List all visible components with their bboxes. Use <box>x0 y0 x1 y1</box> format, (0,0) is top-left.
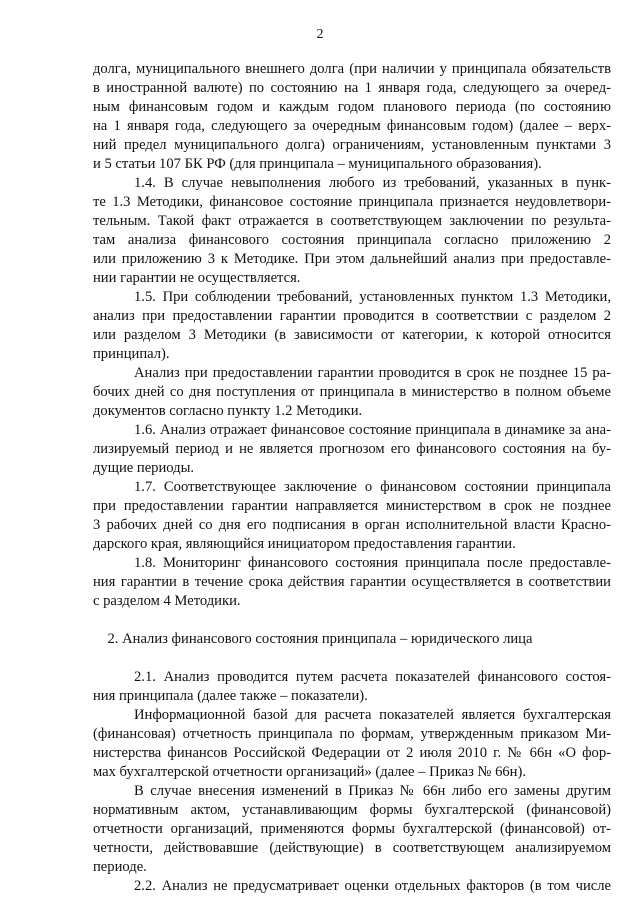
text-line: те 1.3 Методики, финансовое состояние принципала признается неудовлетвори- <box>93 194 611 210</box>
text-line: Информационной базой для расчета показателей является бухгалтерская <box>134 707 611 723</box>
text-line: 1.6. Анализ отражает финансовое состояние принципала в динамике за ана- <box>134 422 611 438</box>
text-line: периоде. <box>93 859 147 875</box>
text-line: (финансовая) отчетность принципала по формам, утвержденным приказом Ми- <box>93 726 611 742</box>
text-line: 2.1. Анализ проводится путем расчета показателей финансового состоя- <box>134 669 611 685</box>
text-line: принципал). <box>93 346 170 362</box>
text-line: анализ при предоставлении гарантии проводится в соответствии с разделом 2 <box>93 308 611 324</box>
text-line: 1.7. Соответствующее заключение о финансовом состоянии принципала <box>134 479 611 495</box>
text-line: ния принципала (далее также – показатели). <box>93 688 368 704</box>
text-line: дарского края, являющийся инициатором предоставления гарантии. <box>93 536 516 552</box>
text-line: ний предел муниципального долга) ограничениям, установленным пунктами 3 <box>93 137 611 153</box>
text-line: Анализ при предоставлении гарантии проводится в срок не позднее 15 ра- <box>134 365 611 381</box>
text-line: там анализа финансового состояния принципала согласно приложению 2 <box>93 232 611 248</box>
text-line: и 5 статьи 107 БК РФ (для принципала – муниципального образования). <box>93 156 542 172</box>
text-line: нии гарантии не осуществляется. <box>93 270 301 286</box>
text-line: нистерства финансов Российской Федерации от 2 июля 2010 г. № 66н «О фор- <box>93 745 611 761</box>
text-line: мах бухгалтерской отчетности организаций» (далее – Приказ № 66н). <box>93 764 526 780</box>
text-line: или приложению 3 к Методике. При этом дальнейший анализ при предоставле- <box>93 251 611 267</box>
text-line: четности, действовавшие (действующие) в соответствующем анализируемом <box>93 840 611 856</box>
text-line: ным финансовым годом и каждым годом планового периода (по состоянию <box>93 99 611 115</box>
page-number: 2 <box>316 27 324 42</box>
text-line: тельным. Такой факт отражается в соответствующем заключении по результа- <box>93 213 611 229</box>
text-line: В случае внесения изменений в Приказ № 66н либо его замены другим <box>134 783 611 799</box>
text-line: в иностранной валюте) по состоянию на 1 января года, следующего за очеред- <box>93 80 611 96</box>
text-line: дущие периоды. <box>93 460 195 476</box>
text-line: ния гарантии в течение срока действия гарантии осуществляется в соответствии <box>93 574 611 590</box>
text-line: нормативным актом, устанавливающим формы бухгалтерской (финансовой) <box>93 802 611 818</box>
text-line: на 1 января года, следующего за очередным финансовым годом) (далее – верх- <box>93 118 611 134</box>
text-line: 1.8. Мониторинг финансового состояния принципала после предоставле- <box>134 555 611 571</box>
text-line: или разделом 3 Методики (в зависимости от категории, к которой относится <box>93 327 611 343</box>
text-line: при предоставлении гарантии направляется министерством в срок не позднее <box>93 498 611 514</box>
section-heading: 2. Анализ финансового состояния принципала – юридического лица <box>107 631 533 647</box>
text-line: документов согласно пункту 1.2 Методики. <box>93 403 363 419</box>
text-line: бочих дней со дня поступления от принципала в министерство в полном объеме <box>93 384 611 400</box>
text-line: 2.2. Анализ не предусматривает оценки отдельных факторов (в том числе <box>134 878 611 894</box>
text-line: отчетности организаций, применяются формы бухгалтерской (финансовой) от- <box>93 821 611 837</box>
text-line: 3 рабочих дней со дня его подписания в орган исполнительной власти Красно- <box>93 517 611 533</box>
text-line: лизируемый период и не является прогнозом его финансового состояния на бу- <box>93 441 611 457</box>
text-line: долга, муниципального внешнего долга (при наличии у принципала обязательств <box>93 61 611 77</box>
text-line: 1.5. При соблюдении требований, установленных пунктом 1.3 Методики, <box>134 289 611 305</box>
text-line: 1.4. В случае невыполнения любого из требований, указанных в пунк- <box>134 175 611 191</box>
text-line: с разделом 4 Методики. <box>93 593 241 609</box>
